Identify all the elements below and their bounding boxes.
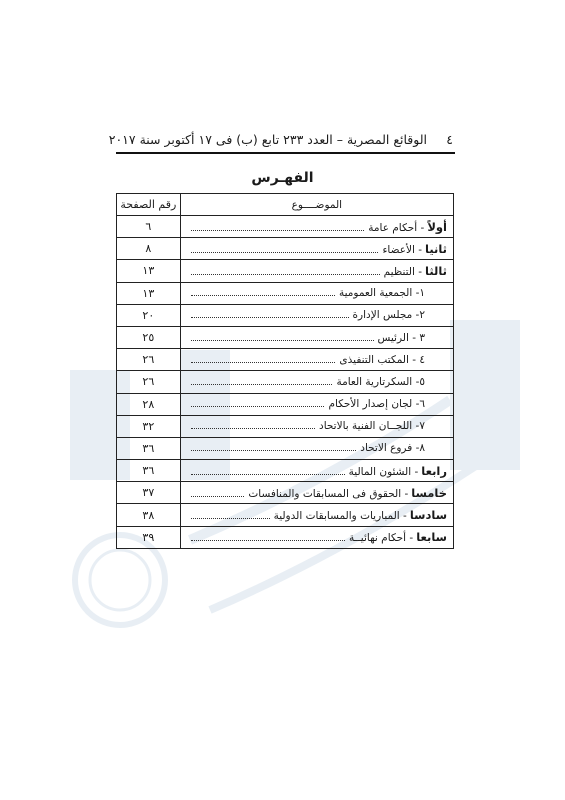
header-rule — [116, 152, 455, 154]
toc-topic-cell — [180, 260, 453, 282]
dot-leader — [191, 518, 270, 519]
table-row — [117, 504, 454, 526]
dot-leader — [191, 252, 379, 253]
dot-leader — [191, 450, 357, 451]
toc-table — [116, 193, 454, 549]
section-number: رابعا — [421, 463, 447, 478]
section-label: ٧- اللجــان الفنية بالاتحاد — [319, 420, 425, 433]
dot-leader — [191, 362, 336, 363]
toc-page-cell: ٢٠ — [117, 304, 181, 326]
toc-topic-cell — [180, 526, 453, 548]
toc-topic-cell — [180, 216, 453, 238]
table-row — [117, 460, 454, 482]
toc-topic-cell — [180, 460, 453, 482]
table-row — [117, 393, 454, 415]
section-label: ٨- فروع الاتحاد — [360, 442, 425, 455]
toc-page-cell: ٣٨ — [117, 504, 181, 526]
toc-topic-cell — [180, 371, 453, 393]
toc-topic-cell — [180, 393, 453, 415]
section-label: ١- الجمعية العمومية — [338, 287, 425, 300]
toc-topic-cell — [180, 238, 453, 260]
table-row — [117, 415, 454, 437]
toc-page-cell: ٦ — [117, 216, 181, 238]
toc-page-cell: ٣٩ — [117, 526, 181, 548]
section-label: ٣ - الرئيس — [377, 331, 425, 344]
toc-page-cell: ١٣ — [117, 260, 181, 282]
table-row — [117, 482, 454, 504]
section-number: سابعا — [416, 530, 447, 545]
dot-leader — [191, 384, 333, 385]
toc-page-cell: ٣٧ — [117, 482, 181, 504]
table-row — [117, 216, 454, 238]
section-label: - أحكام عامة — [368, 221, 425, 234]
table-header-row — [117, 194, 454, 216]
dot-leader — [191, 496, 245, 497]
section-number: أولاً — [427, 219, 447, 234]
section-number: سادسا — [409, 508, 447, 523]
table-row — [117, 304, 454, 326]
toc-page-cell: ٨ — [117, 238, 181, 260]
toc-page-cell: ٣٢ — [117, 415, 181, 437]
table-row — [117, 282, 454, 304]
section-number: خامسا — [411, 485, 447, 500]
table-row — [117, 437, 454, 459]
section-label: - التنظيم — [383, 265, 423, 278]
table-row — [117, 349, 454, 371]
section-label: - الشئون المالية — [348, 465, 419, 478]
toc-topic-cell — [180, 282, 453, 304]
toc-topic-cell — [180, 326, 453, 348]
section-number: ثانيا — [425, 241, 447, 256]
table-row — [117, 238, 454, 260]
toc-topic-cell — [180, 304, 453, 326]
dot-leader — [191, 428, 315, 429]
toc-page-cell: ٣٦ — [117, 460, 181, 482]
table-row — [117, 326, 454, 348]
toc-page-cell: ٢٥ — [117, 326, 181, 348]
toc-page-cell: ٢٨ — [117, 393, 181, 415]
section-number: ثالثا — [425, 263, 447, 278]
section-label: ٢- مجلس الإدارة — [352, 309, 425, 322]
section-label: ٥- السكرتارية العامة — [336, 375, 425, 388]
table-row — [117, 371, 454, 393]
toc-topic-cell — [180, 349, 453, 371]
section-label: ٦- لجان إصدار الأحكام — [328, 398, 425, 411]
toc-title: الفهـرس — [251, 170, 314, 186]
section-label: - أحكام نهائيــة — [349, 532, 414, 545]
header-title: الوقائع المصرية – العدد ٢٣٣ تابع (ب) فى ١٧ أكتوبر سنة ٢٠١٧ — [108, 132, 427, 147]
section-label: - الأعضاء — [382, 243, 423, 256]
col-page-header: رقم الصفحة — [117, 194, 181, 216]
dot-leader — [191, 230, 365, 231]
dot-leader — [191, 274, 380, 275]
table-row — [117, 526, 454, 548]
toc-page-cell: ٢٦ — [117, 371, 181, 393]
section-label: ٤ - المكتب التنفيذى — [339, 353, 425, 366]
toc-topic-cell — [180, 504, 453, 526]
dot-leader — [191, 295, 335, 296]
dot-leader — [191, 540, 345, 541]
toc-topic-cell — [180, 482, 453, 504]
section-label: - الحقوق فى المسابقات والمنافسات — [248, 487, 409, 500]
toc-topic-cell — [180, 437, 453, 459]
section-label: - المباريات والمسابقات الدولية — [273, 510, 407, 523]
toc-page-cell: ٣٦ — [117, 437, 181, 459]
toc-topic-cell — [180, 415, 453, 437]
page-number: ٤ — [446, 132, 453, 147]
toc-page-cell: ١٣ — [117, 282, 181, 304]
page-header — [108, 131, 453, 153]
dot-leader — [191, 406, 325, 407]
dot-leader — [191, 474, 345, 475]
col-topic-header: الموضــــوع — [180, 194, 453, 216]
table-row — [117, 260, 454, 282]
toc-page-cell: ٢٦ — [117, 349, 181, 371]
dot-leader — [191, 340, 374, 341]
dot-leader — [191, 317, 349, 318]
